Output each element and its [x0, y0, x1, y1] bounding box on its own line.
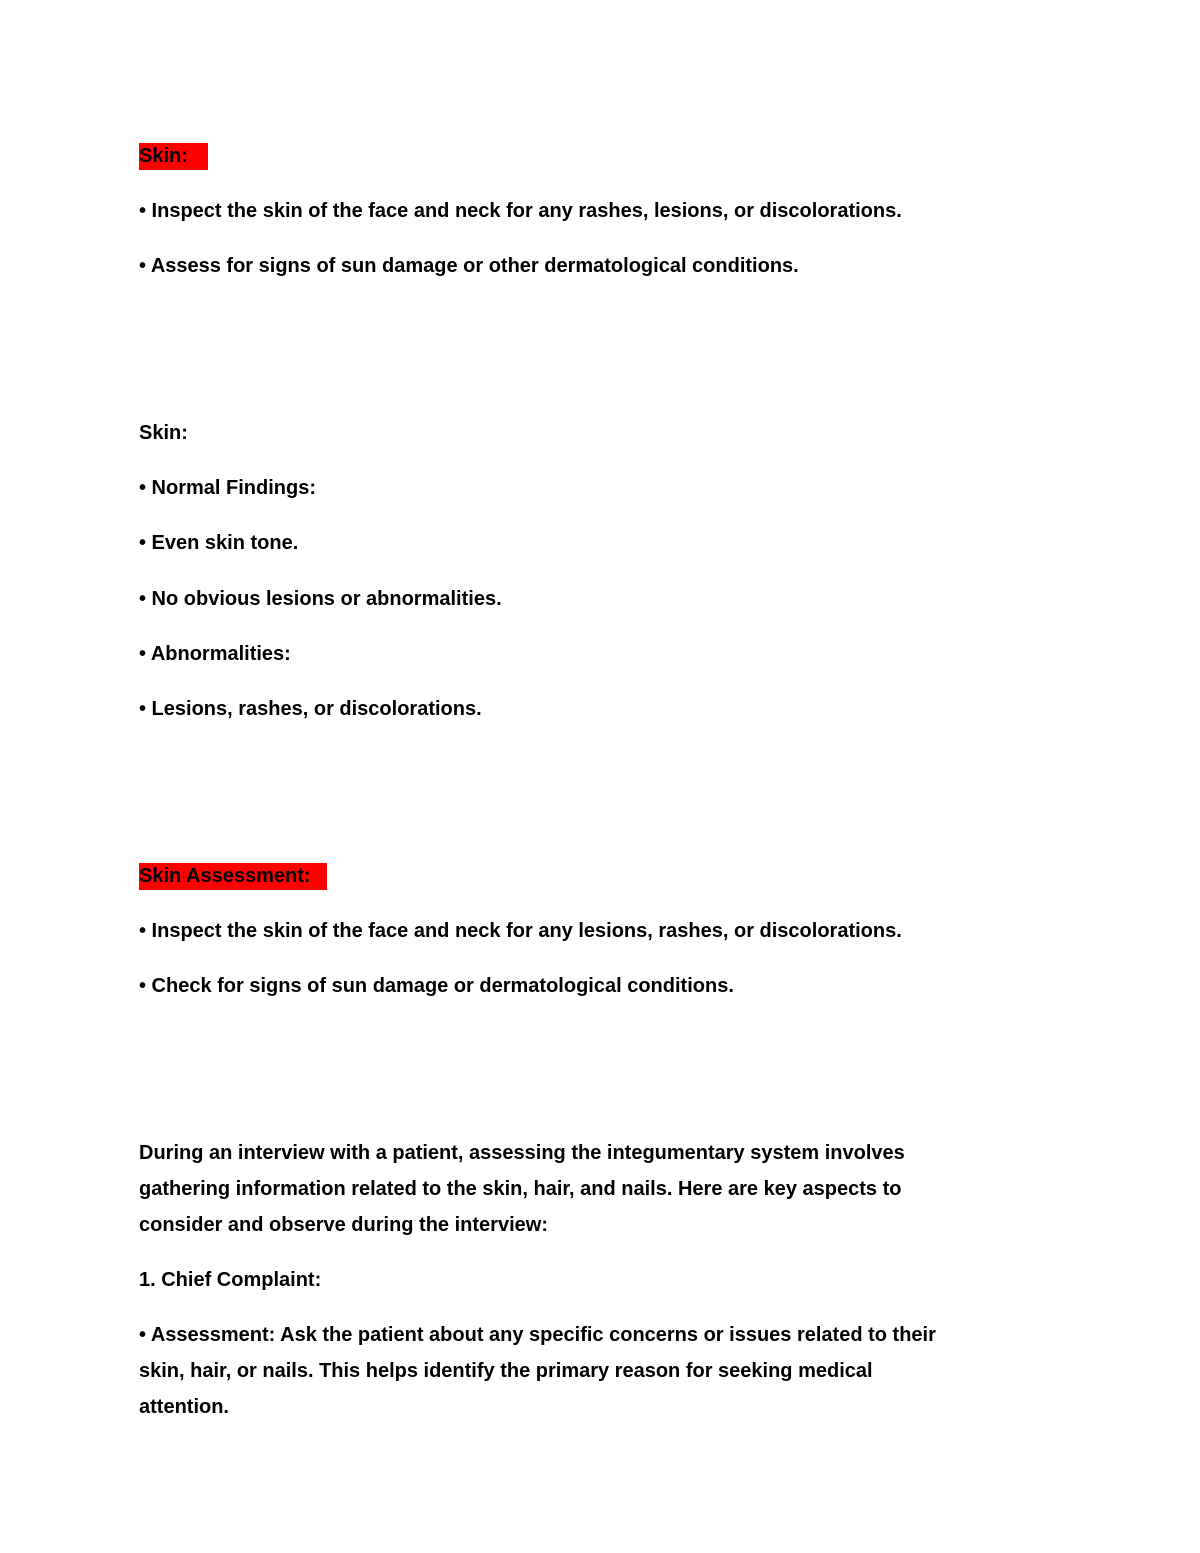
numbered-item-heading: 1. Chief Complaint: [139, 1269, 322, 1291]
bullet-item: • Inspect the skin of the face and neck for any lesions, rashes, or discolorations. [139, 920, 902, 942]
intro-paragraph-line: consider and observe during the interview: [139, 1214, 548, 1236]
bullet-item: • Lesions, rashes, or discolorations. [139, 698, 482, 720]
section-heading-skin [139, 143, 208, 169]
assessment-paragraph-line: • Assessment: Ask the patient about any specific concerns or issues related to their [139, 1324, 936, 1346]
section-heading-skin-assessment [139, 863, 327, 889]
bullet-item: • Even skin tone. [139, 532, 299, 554]
assessment-paragraph-line: attention. [139, 1396, 229, 1418]
highlighted-heading: Skin Assessment: [139, 863, 327, 890]
section-heading-skin-findings: Skin: [139, 422, 188, 444]
bullet-item: • Abnormalities: [139, 643, 291, 665]
bullet-item: • No obvious lesions or abnormalities. [139, 588, 502, 610]
assessment-paragraph-line: skin, hair, or nails. This helps identify the primary reason for seeking medical [139, 1360, 873, 1382]
bullet-item: • Inspect the skin of the face and neck for any rashes, lesions, or discolorations. [139, 200, 902, 222]
intro-paragraph-line: gathering information related to the skin, hair, and nails. Here are key aspects to [139, 1178, 902, 1200]
bullet-item: • Normal Findings: [139, 477, 317, 499]
bullet-item: • Check for signs of sun damage or dermatological conditions. [139, 975, 734, 997]
highlighted-heading: Skin: [139, 143, 208, 170]
bullet-item: • Assess for signs of sun damage or other dermatological conditions. [139, 255, 799, 277]
intro-paragraph-line: During an interview with a patient, assessing the integumentary system involves [139, 1142, 905, 1164]
